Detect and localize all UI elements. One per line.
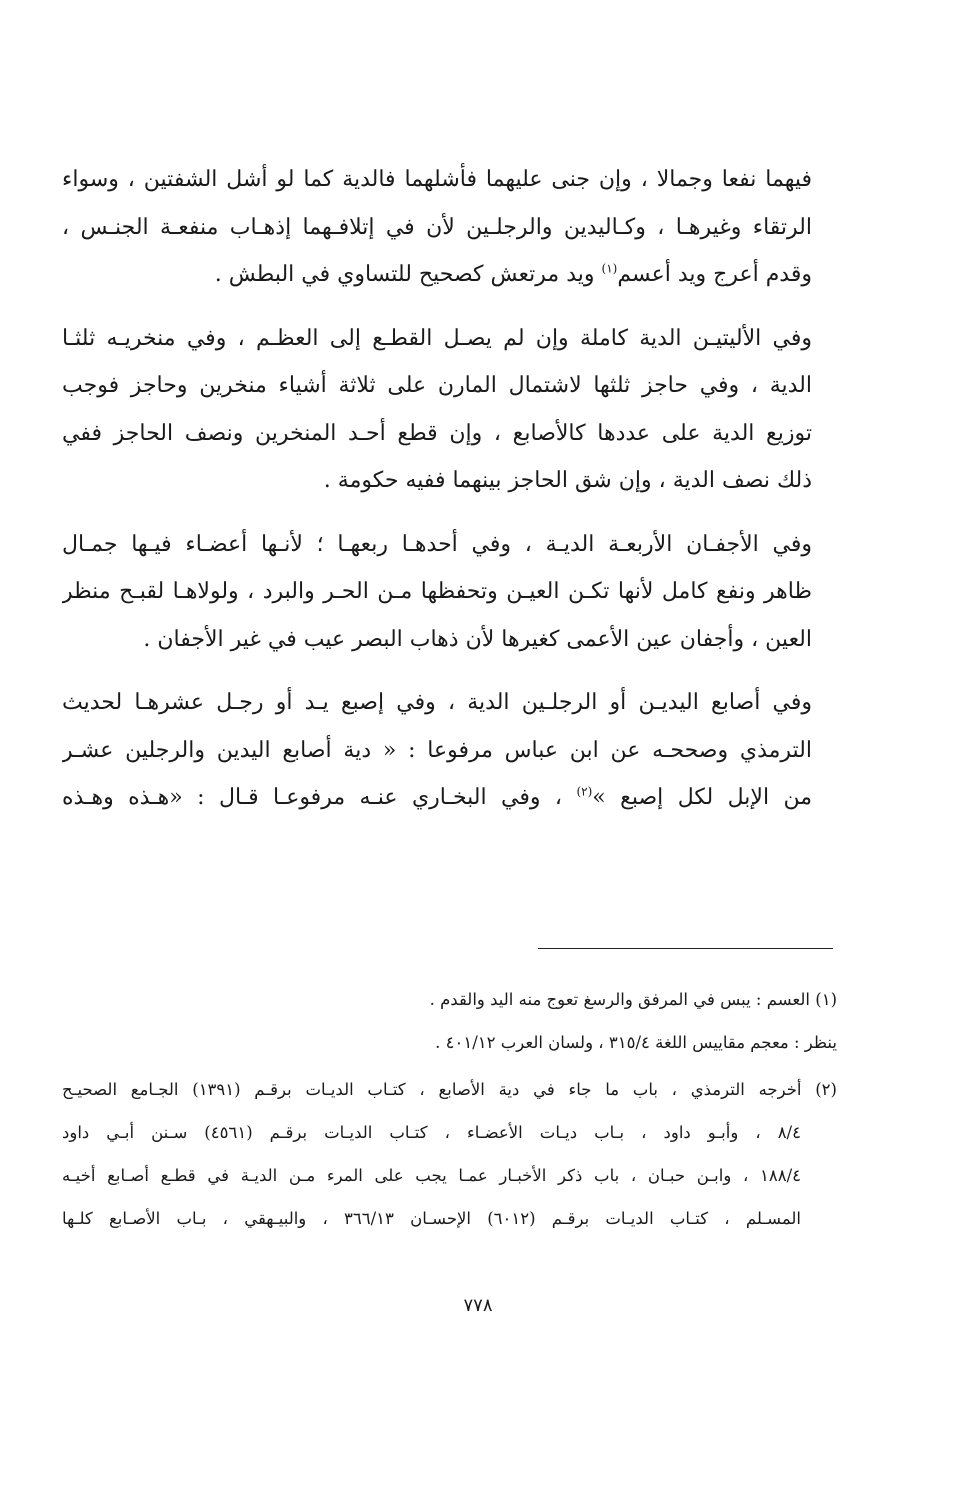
text-line: الرتقاء وغيرهـا ، وكـاليدين والرجلـين لأن في إتلافـهما إذهـاب منفعـة الجنـس ، [62,214,812,240]
footnote-line: المسـلم ، كتـاب الديـات برقـم (٦٠١٢) الإحسـان ٣٦٦/١٣ ، والبيـهقي ، بـاب الأصـابع كلـها [62,1209,801,1228]
text-line [62,774,812,822]
footnote-line: ٨/٤ ، وأبـو داود ، بـاب ديـات الأعضـاء ، كتـاب الديـات برقـم (٤٥٦١) سـنن أبـي داود [62,1123,801,1142]
text-segment: من الإبل لكل إصبع » [592,785,812,810]
text-line: الدية ، وفي حاجز ثلثها لاشتمال المارن على ثلاثة أشياء منخرين وحاجز فوجب [62,373,812,398]
text-segment: وقدم أعرج ويد أعسم [617,262,812,287]
text-line: ظاهر ونفع كامل لأنها تكـن العيـن وتحفظها مـن الحـر والبرد ، ولولاهـا لقبـح منظر [62,579,812,604]
text-line: الترمذي وصححـه عن ابن عباس مرفوعا : « دية أصابع اليدين والرجلين عشـر [62,737,812,763]
text-line: وفي الأليتيـن الدية كاملة وإن لم يصـل القطـع إلى العظـم ، وفي منخريـه ثلثـا [62,325,812,351]
footnote-1 [62,978,837,1064]
text-line: ذلك نصف الدية ، وإن شق الحاجز بينهما ففيه حكومة . [323,468,812,493]
footnote-2 [62,1068,837,1240]
text-line [62,251,812,299]
footnote-line: ١٨٨/٤ ، وابـن حبـان ، باب ذكر الأخبـار عمـا يجب على المرء مـن الديـة في قطـع أصـابع أخيـه [62,1166,801,1185]
text-segment: ويد مرتعش كصحيح للتساوي في البطش . [214,262,602,287]
paragraph-2 [62,315,812,505]
paragraph-1 [62,156,812,299]
text-segment: ، وفي البخـاري عنـه مرفوعـا قـال : «هـذه وهـذه [62,785,577,810]
paragraph-4 [62,679,812,822]
footnote-line: (٢) أخرجه الترمذي ، باب ما جاء في دية الأصابع ، كتـاب الديـات برقـم (١٣٩١) الجـامع الصحيـح [62,1080,837,1099]
footnote-ref-2: (٢) [576,784,593,799]
page-number: ٧٧٨ [463,1295,493,1316]
text-line: وفي أصابع اليديـن أو الرجلـين الدية ، وفي إصبع يـد أو رجـل عشرهـا لحديث [62,690,812,715]
text-line: وفي الأجفـان الأربعـة الديـة ، وفي أحدهـا ربعهـا ؛ لأنـها أعضـاء فيـها جمـال [62,531,812,557]
footnote-separator [538,948,833,949]
footnote-line: (١) العسم : يبس في المرفق والرسغ تعوج منه اليد والقدم . [429,990,837,1009]
footnote-line: ينظر : معجم مقاييس اللغة ٣١٥/٤ ، ولسان العرب ٤٠١/١٢ . [435,1033,837,1052]
text-line: فيهما نفعا وجمالا ، وإن جنى عليهما فأشلهما فالدية كما لو أشل الشفتين ، وسواء [62,167,812,192]
paragraph-3 [62,521,812,664]
footnote-ref-1: (١) [601,261,618,276]
main-text [62,156,812,838]
text-line: توزيع الدية على عددها كالأصابع ، وإن قطع أحـد المنخرين ونصف الحاجز ففي [62,420,812,446]
text-line: العين ، وأجفان عين الأعمى كغيرها لأن ذهاب البصر عيب في غير الأجفان . [143,626,812,652]
footnotes [62,978,837,1244]
